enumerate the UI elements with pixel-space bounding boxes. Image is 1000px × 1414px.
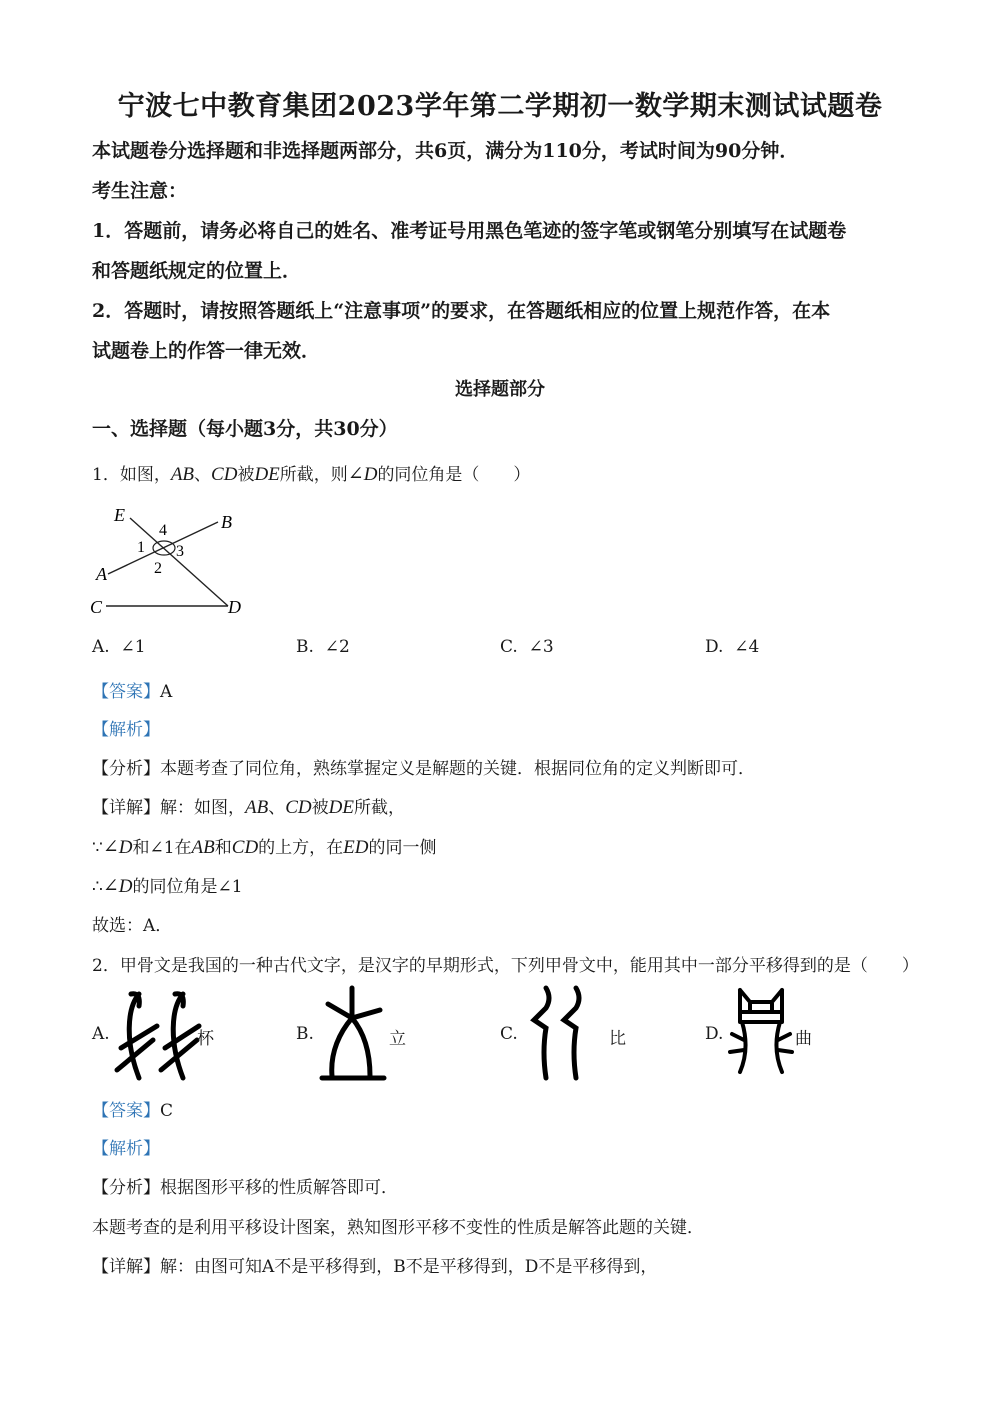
- notice-title: 考生注意：: [92, 180, 188, 202]
- answer-value: A: [160, 682, 173, 702]
- answer-value: C: [160, 1101, 174, 1121]
- q1-segment-de: DE: [254, 464, 280, 485]
- q1-option-a: A. ∠1: [92, 637, 146, 657]
- q2-analysis: 【分析】根据图形平移的性质解答即可．: [92, 1178, 398, 1198]
- q1-option-b: B. ∠2: [296, 637, 350, 657]
- part-title: 选择题部分: [455, 379, 545, 400]
- q1-option-d: D. ∠4: [705, 637, 760, 657]
- q1-option-c-value: ∠3: [528, 637, 554, 657]
- q2-analysis-2: 本题考查的是利用平移设计图案，熟知图形平移不变性的性质是解答此题的关键．: [92, 1218, 704, 1238]
- answer-tag: 【答案】: [92, 1101, 160, 1121]
- q2-option-c-char: 比: [609, 1029, 626, 1049]
- q1-angle-d: ∠D: [347, 464, 378, 485]
- notice-1-line1: 1．答题前，请务必将自己的姓名、准考证号用黑色笔迹的签字笔或钢笔分别填写在试题卷: [92, 220, 847, 242]
- notice-2-line2: 试题卷上的作答一律无效．: [92, 340, 321, 362]
- label-c: C: [90, 597, 103, 617]
- q1-option-d-value: ∠4: [734, 637, 760, 657]
- oracle-char-c-glyph: [524, 986, 594, 1082]
- line-ed: [130, 518, 228, 606]
- q1-detail: 【详解】解：如图，AB、CD被DE所截，: [92, 797, 405, 818]
- q2-option-a-letter: A.: [92, 1024, 110, 1044]
- q1-separator: 、: [194, 465, 212, 485]
- label-d: D: [228, 597, 241, 617]
- exam-intro: 本试题卷分选择题和非选择题两部分，共6页，满分为110分，考试时间为90分钟．: [92, 140, 799, 162]
- q1-option-a-value: ∠1: [120, 637, 146, 657]
- q2-option-b-char: 立: [389, 1029, 406, 1049]
- label-a: A: [96, 564, 107, 584]
- q1-explain-tag: 【解析】: [92, 720, 160, 740]
- answer-tag: 【答案】: [92, 682, 160, 702]
- q2-explain-tag: 【解析】: [92, 1139, 160, 1159]
- q1-answer: [92, 677, 172, 702]
- oracle-char-a-glyph: [113, 990, 203, 1082]
- label-e: E: [114, 505, 125, 525]
- q2-detail: 【详解】解：由图可知A不是平移得到，B不是平移得到，D不是平移得到，: [92, 1257, 658, 1277]
- q1-end: 的同位角是（ ）: [377, 465, 531, 485]
- q1-figure: [88, 500, 268, 625]
- label-b: B: [221, 512, 232, 532]
- q1-choose: 故选：A．: [92, 916, 173, 936]
- oracle-char-d-glyph: [728, 988, 792, 1074]
- question-2-stem: 2．甲骨文是我国的一种古代文字，是汉字的早期形式，下列甲骨文中，能用其中一部分平移得到的是（ ）: [92, 956, 919, 976]
- q2-answer: [92, 1096, 173, 1121]
- q1-number: 1．如图，: [92, 465, 171, 485]
- notice-1-line2: 和答题纸规定的位置上．: [92, 260, 302, 282]
- q1-reason-2: ∴∠D的同位角是∠1: [92, 876, 243, 897]
- notice-2-line1: 2．答题时，请按照答题纸上“注意事项”的要求，在答题纸相应的位置上规范作答，在本: [92, 300, 831, 322]
- page-title: 宁波七中教育集团2023学年第二学期初一数学期末测试试题卷: [117, 91, 883, 122]
- q2-option-d-char: 曲: [795, 1029, 812, 1049]
- q1-bei: 被: [237, 465, 255, 485]
- angle-1-label: 1: [137, 539, 145, 556]
- q1-analysis: 【分析】本题考查了同位角，熟练掌握定义是解题的关键．根据同位角的定义判断即可．: [92, 759, 755, 779]
- q1-option-b-value: ∠2: [324, 637, 350, 657]
- q1-option-c: C. ∠3: [500, 637, 554, 657]
- q1-segment-ab: AB: [170, 464, 195, 485]
- question-1-stem: [92, 460, 530, 486]
- angle-4-label: 4: [159, 522, 167, 539]
- q1-segment-cd: CD: [211, 464, 238, 485]
- angle-2-label: 2: [154, 560, 162, 577]
- q1-reason-1: ∵∠D和∠1在AB和CD的上方，在ED的同一侧: [92, 837, 437, 858]
- q1-rest: 所截，则: [279, 465, 348, 485]
- section-heading: 一、选择题（每小题3分，共30分）: [92, 418, 398, 440]
- q2-option-c-letter: C.: [500, 1024, 518, 1044]
- q2-option-b-letter: B.: [296, 1024, 314, 1044]
- q2-option-a-char: 杯: [197, 1029, 214, 1049]
- angle-3-label: 3: [176, 543, 184, 560]
- q2-option-d-letter: D.: [705, 1024, 724, 1044]
- oracle-char-b-glyph: [318, 986, 390, 1086]
